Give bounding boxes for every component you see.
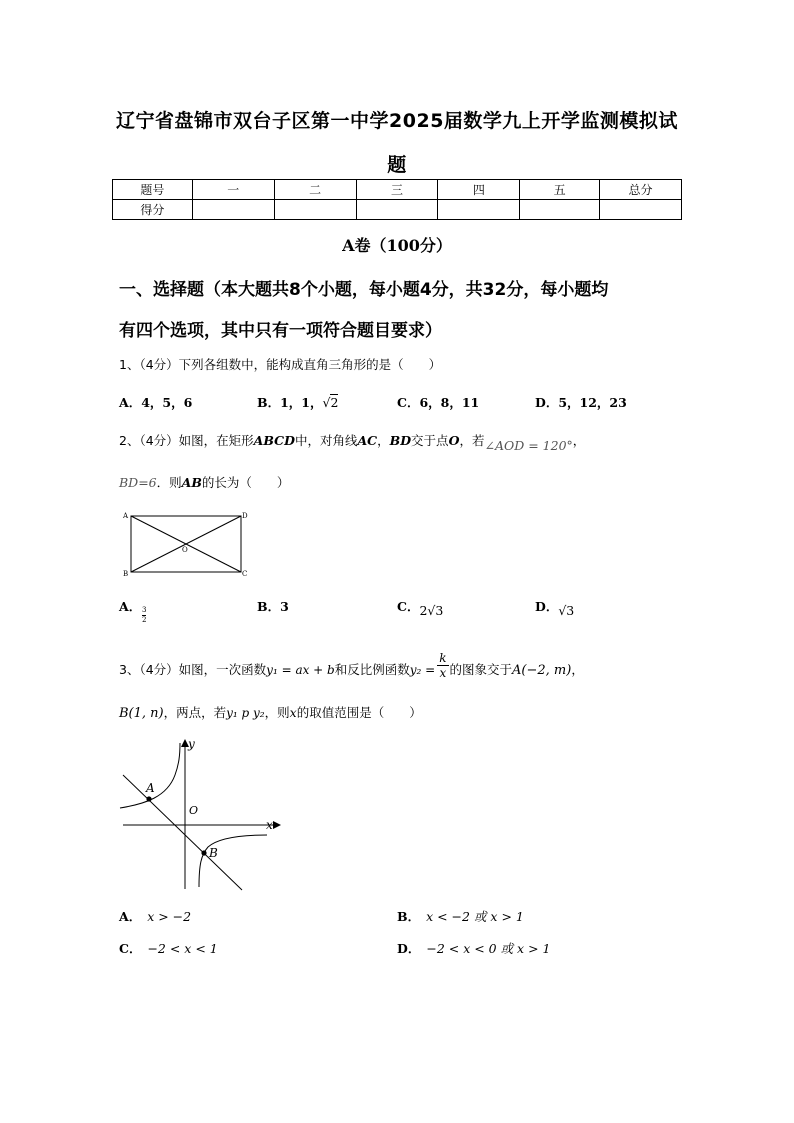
q3-point-a: A(−2, m)	[512, 663, 572, 678]
q1-option-b	[257, 393, 338, 411]
score-cell-empty	[356, 200, 438, 220]
score-cell-header: 总分	[600, 180, 682, 200]
q2-ac: AC	[357, 433, 378, 448]
rect-label-d: D	[242, 512, 248, 520]
q3-stem-part3: 的图象交于	[449, 662, 513, 677]
q3-y1: y₁ = ax + b	[266, 663, 335, 677]
q2-rect-name: ABCD	[253, 433, 295, 448]
q3-graph-figure	[115, 735, 285, 895]
point-a-dot	[146, 796, 151, 801]
x-axis-label: x	[266, 818, 273, 832]
part1-heading-line1: 一、选择题（本大题共8个小题，每小题4分，共32分，每小题均	[119, 280, 609, 300]
y-axis-label: y	[188, 737, 195, 751]
q2-option-a-num: 3	[142, 606, 147, 614]
doc-title-line2: 题	[387, 154, 407, 176]
q3-option-a-value: x > −2	[147, 909, 192, 924]
q2-o: O	[448, 433, 460, 448]
score-cell-header: 二	[274, 180, 356, 200]
point-b-dot	[201, 850, 206, 855]
q2-angle: ∠AOD = 120°	[484, 438, 573, 453]
q3-point-b: B(1, n)	[119, 706, 164, 721]
q2-rectangle-figure	[118, 508, 258, 580]
q3-stem-line2	[119, 703, 422, 721]
point-b-label: B	[209, 846, 218, 860]
q2-stem-part3: 交于点	[411, 433, 449, 448]
q2-ab: AB	[181, 475, 202, 490]
rect-label-c: C	[242, 570, 248, 578]
q3-option-d-value: −2 < x < 0 或 x > 1	[426, 941, 551, 956]
q3-option-c-value: −2 < x < 1	[147, 941, 218, 956]
q1-option-b-text: B．1，1，	[257, 395, 323, 410]
q2-option-c-label: C．	[397, 599, 420, 614]
doc-title-line1: 辽宁省盘锦市双台子区第一中学2025届数学九上开学监测模拟试	[116, 110, 678, 132]
q3-stem-line1	[119, 651, 584, 680]
q3-inequality: y₁ p y₂	[226, 706, 265, 720]
score-cell-empty	[438, 200, 520, 220]
q2-option-a-label: A．	[119, 599, 142, 614]
score-cell-header: 四	[438, 180, 520, 200]
score-table-header-row	[113, 180, 682, 200]
q2-stem-part2: 中，对角线	[294, 433, 358, 448]
score-row-label: 得分	[113, 200, 193, 220]
q2-option-a-den: 2	[142, 616, 147, 624]
score-cell-header: 一	[192, 180, 274, 200]
sqrt-icon: √	[322, 395, 331, 410]
q2-stem-part1: 2、（4分）如图，在矩形	[119, 433, 254, 448]
q3-line2-text1: ，两点，若	[163, 705, 227, 720]
q2-option-b: B．3	[257, 599, 289, 614]
q2-stem-line2	[119, 473, 289, 491]
q2-option-c	[397, 597, 444, 618]
point-a-label: A	[146, 781, 155, 795]
q3-stem-part1: 3、（4分）如图，一次函数	[119, 662, 267, 677]
q2-stem-line1	[119, 431, 586, 453]
q2-option-c-value: 2√3	[419, 603, 444, 618]
linear-function-line	[123, 775, 242, 890]
origin-label: O	[189, 804, 199, 817]
q3-frac-den: x	[439, 666, 447, 680]
q1-stem: 1、（4分）下列各组数中，能构成直角三角形的是（ ）	[119, 357, 442, 372]
score-cell-header: 三	[356, 180, 438, 200]
score-table-score-row	[113, 200, 682, 220]
q3-option-a	[119, 907, 191, 925]
q2-option-a	[119, 597, 141, 615]
score-cell-empty	[192, 200, 274, 220]
score-cell-header: 五	[520, 180, 600, 200]
score-cell-header: 题号	[113, 180, 193, 200]
score-cell-empty	[600, 200, 682, 220]
q1-option-c: C．6，8，11	[397, 395, 480, 410]
q2-line2-text: ．则	[156, 475, 182, 490]
q3-line2-text3: 的取值范围是（ ）	[296, 705, 422, 720]
rect-label-a: A	[123, 512, 129, 520]
score-table	[112, 179, 682, 220]
q2-option-d	[535, 597, 575, 618]
q3-option-b-value: x < −2 或 x > 1	[426, 909, 524, 924]
rect-label-b: B	[123, 570, 129, 578]
q2-option-d-value: √3	[558, 603, 575, 618]
part1-heading-line2: 有四个选项，其中只有一项符合题目要求）	[119, 321, 442, 341]
score-cell-empty	[520, 200, 600, 220]
q3-y2: y₂ =	[409, 663, 436, 677]
q2-option-a-fraction	[142, 606, 146, 625]
q3-stem-tail: ，	[571, 662, 584, 677]
x-axis-arrow-icon	[273, 821, 281, 829]
q3-option-d	[397, 939, 550, 957]
q3-option-b	[397, 907, 524, 925]
q3-option-b-label: B．	[397, 909, 421, 924]
q2-stem-part4: ，若	[459, 433, 485, 448]
score-cell-empty	[274, 200, 356, 220]
q3-x: x	[289, 705, 297, 720]
q3-line2-text2: ，则	[264, 705, 290, 720]
q3-stem-part2: 和反比例函数	[334, 662, 410, 677]
q2-line2-end: 的长为（ ）	[201, 475, 290, 490]
hyperbola-branch-right	[199, 835, 267, 887]
q1-option-b-radicand: 2	[330, 395, 339, 410]
q2-option-d-label: D．	[535, 599, 559, 614]
q2-comma: ，	[377, 433, 390, 448]
q3-option-a-label: A．	[119, 909, 142, 924]
q1-option-d: D．5，12，23	[535, 395, 627, 410]
q3-option-d-label: D．	[397, 941, 421, 956]
rect-label-o: O	[182, 546, 188, 554]
q3-fraction	[437, 651, 448, 680]
q2-bd-value: BD=6	[119, 475, 157, 490]
q3-option-c	[119, 939, 218, 957]
q2-bd: BD	[389, 433, 412, 448]
q3-option-c-label: C．	[119, 941, 142, 956]
q3-frac-num: k	[439, 651, 447, 665]
q1-option-a: A．4，5，6	[119, 395, 193, 410]
q2-stem-tail: ，	[572, 433, 586, 448]
section-a-heading: A卷（100分）	[342, 236, 452, 255]
